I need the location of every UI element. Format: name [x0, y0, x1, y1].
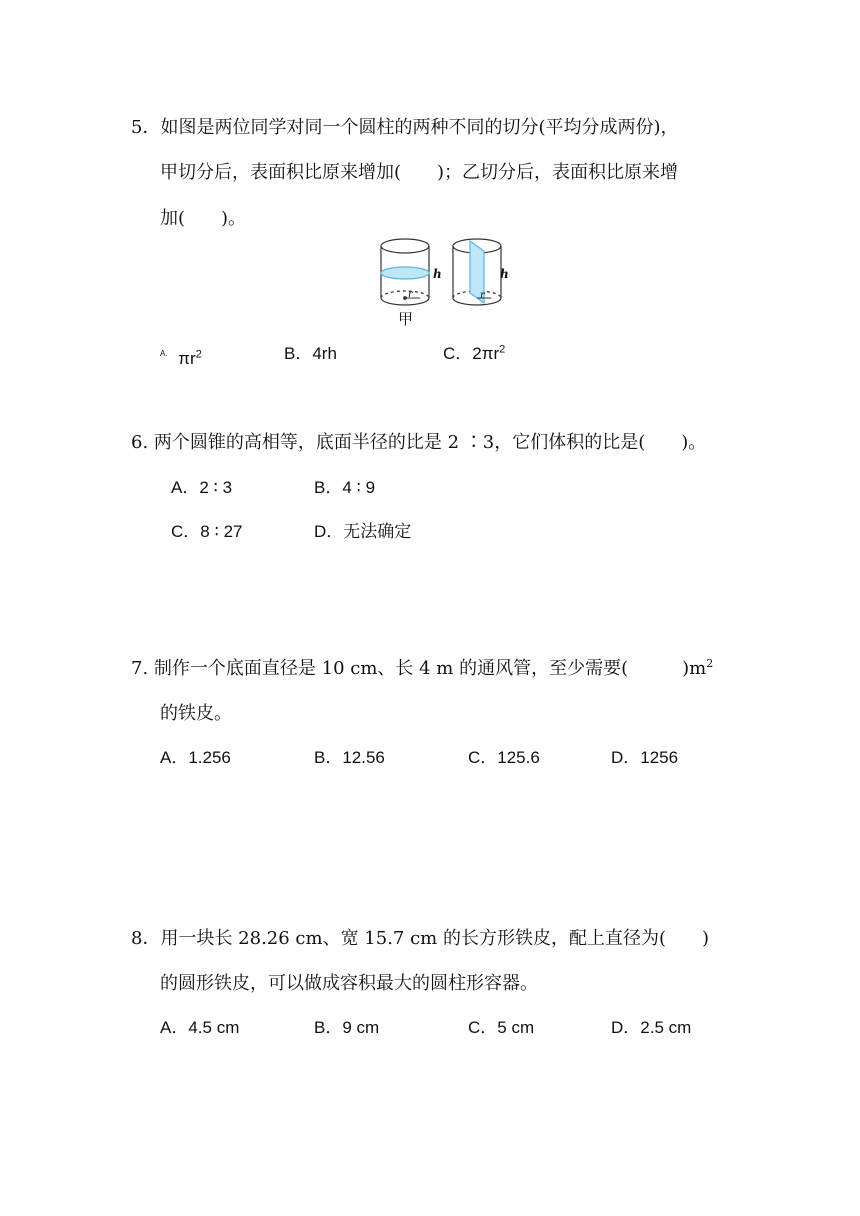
- q7-option-c: C．125.6: [468, 748, 540, 767]
- q5-option-a-letter: A.: [160, 349, 168, 358]
- q7-stem-sup: 2: [706, 657, 714, 670]
- q8-stem-line-2: 的圆形铁皮，可以做成容积最大的圆柱形容器。: [160, 973, 538, 994]
- q6-option-d: D．无法确定: [314, 522, 412, 541]
- q5-option-c-sup: 2: [499, 343, 506, 356]
- q6-option-c: C．8 ∶ 27: [171, 522, 243, 541]
- q6-option-b: B．4 ∶ 9: [314, 478, 376, 497]
- jia-r-label: r: [408, 289, 413, 300]
- jia-h-label: h: [433, 267, 442, 281]
- yi-h-label: h: [500, 267, 509, 281]
- q6-option-a: A．2 ∶ 3: [171, 478, 233, 497]
- q5-option-a: [160, 342, 202, 371]
- q5-option-c: [443, 342, 505, 366]
- q5-stem-line-2: 甲切分后，表面积比原来增加( )；乙切分后，表面积比原来增: [160, 162, 679, 183]
- cylinder-yi: [453, 239, 501, 305]
- q7-option-d: D．1256: [611, 748, 679, 767]
- q5-option-a-sup: 2: [195, 348, 202, 361]
- q8-option-c: C．5 cm: [468, 1018, 535, 1037]
- cylinder-jia: [381, 239, 429, 305]
- yi-r-label: r: [480, 290, 485, 301]
- q5-stem-line-1: 5．如图是两位同学对同一个圆柱的两种不同的切分(平均分成两份)，: [131, 117, 679, 138]
- q7-stem-text: 7. 制作一个底面直径是 10 cm、长 4 m 的通风管，至少需要( )m: [131, 658, 707, 679]
- q5-option-a-text: πr: [178, 349, 196, 368]
- q7-stem-line-2: 的铁皮。: [160, 703, 232, 724]
- q7-option-a: A．1.256: [160, 748, 231, 767]
- q8-option-b: B．9 cm: [314, 1018, 380, 1037]
- q7-option-b: B．12.56: [314, 748, 385, 767]
- q5-figure-label-jia: 甲: [398, 310, 414, 328]
- q5-option-c-text: C．2πr: [443, 344, 500, 363]
- q8-option-a: A．4.5 cm: [160, 1018, 240, 1037]
- q5-stem-line-3: 加( )。: [160, 208, 247, 229]
- q8-stem-line-1: 8．用一块长 28.26 cm、宽 15.7 cm 的长方形铁皮，配上直径为( ): [131, 928, 710, 949]
- q7-stem-line-1: [131, 657, 713, 681]
- q8-option-d: D．2.5 cm: [611, 1018, 692, 1037]
- q5-cylinder-figure: [370, 232, 520, 332]
- q6-stem-line-1: 6. 两个圆锥的高相等，底面半径的比是 2 ∶3，它们体积的比是( )。: [131, 432, 707, 453]
- q5-option-b: B．4rh: [284, 344, 337, 363]
